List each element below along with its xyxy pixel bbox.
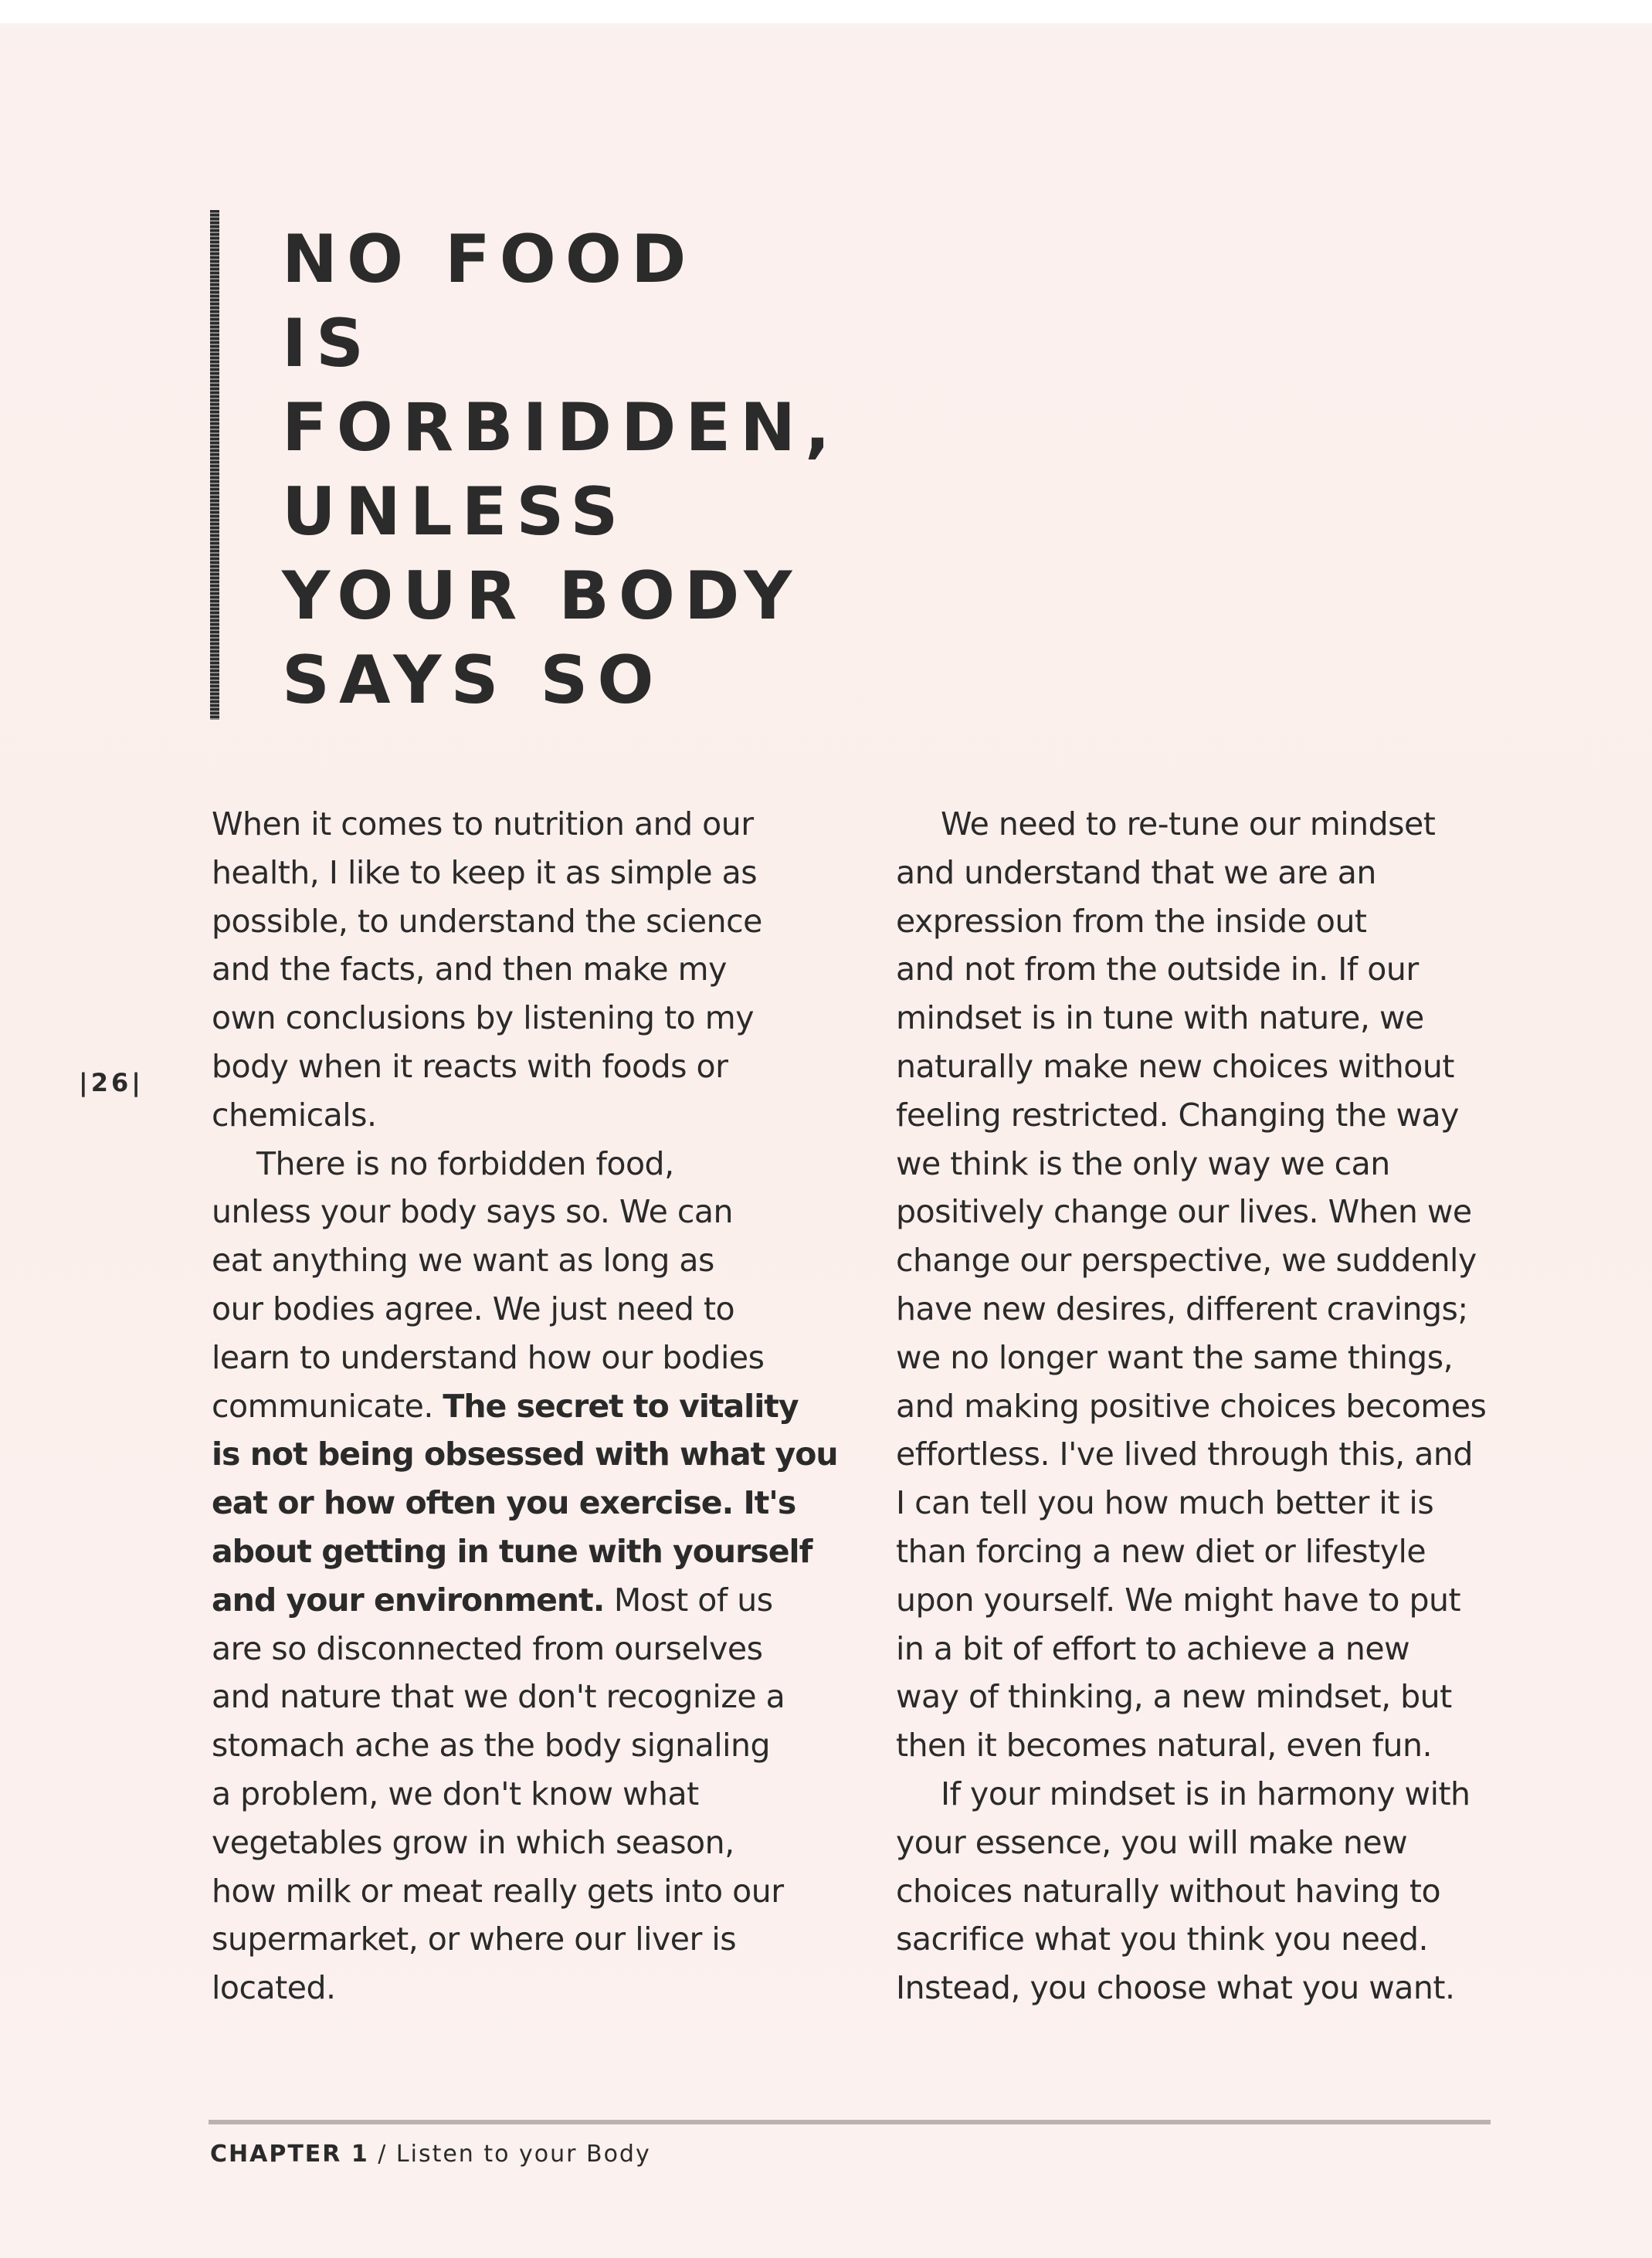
text-line: we think is the only way we can: [896, 1144, 1390, 1182]
text-line: Instead, you choose what you want.: [896, 1969, 1455, 2007]
chapter-heading: [282, 218, 977, 723]
text-line: supermarket, or where our liver is: [212, 1921, 737, 1958]
text-line: feeling restricted. Changing the way: [896, 1096, 1459, 1134]
text-fragment: Most of us: [604, 1581, 773, 1619]
text-line: how milk or meat really gets into our: [212, 1872, 784, 1910]
heading-line: FORBIDDEN,: [282, 389, 840, 466]
emphasis-line: eat or how often you exercise. It's: [212, 1484, 796, 1522]
text-line: and nature that we don't recognize a: [212, 1678, 785, 1716]
text-line: and making positive choices becomes: [896, 1387, 1487, 1425]
text-fragment: communicate.: [212, 1387, 443, 1425]
body-paragraph: [896, 1770, 1498, 2012]
text-line: your essence, you will make new: [896, 1823, 1408, 1861]
text-line: effortless. I've lived through this, and: [896, 1436, 1473, 1473]
heading-line: SAYS SO: [282, 642, 663, 719]
text-line: mindset is in tune with nature, we: [896, 999, 1424, 1037]
body-paragraph: [212, 1140, 838, 2012]
text-line: chemicals.: [212, 1096, 377, 1134]
heading-line: IS: [282, 305, 373, 382]
scan-top-edge: [0, 0, 1652, 23]
page-number: |26|: [79, 1068, 144, 1097]
text-line: than forcing a new diet or lifestyle: [896, 1532, 1426, 1570]
text-line: upon yourself. We might have to put: [896, 1581, 1461, 1619]
text-line: body when it reacts with foods or: [212, 1047, 728, 1085]
text-line: health, I like to keep it as simple as: [212, 853, 758, 891]
text-line: and the facts, and then make my: [212, 951, 727, 988]
body-paragraph: [896, 800, 1498, 1770]
heading-line: UNLESS: [282, 473, 628, 551]
emphasis-line: is not being obsessed with what you: [212, 1436, 838, 1473]
text-line: unless your body says so. We can: [212, 1193, 733, 1231]
text-line: stomach ache as the body signaling: [212, 1727, 771, 1765]
text-line: are so disconnected from ourselves: [212, 1629, 763, 1667]
left-column: [212, 800, 838, 2012]
text-line: vegetables grow in which season,: [212, 1823, 734, 1861]
text-line: we no longer want the same things,: [896, 1338, 1454, 1376]
text-line: learn to understand how our bodies: [212, 1338, 765, 1376]
text-line: and not from the outside in. If our: [896, 951, 1419, 988]
text-line: a problem, we don't know what: [212, 1775, 699, 1812]
text-line: our bodies agree. We just need to: [212, 1290, 735, 1327]
text-line: then it becomes natural, even fun.: [896, 1727, 1433, 1765]
text-line: way of thinking, a new mindset, but: [896, 1678, 1452, 1716]
running-footer: [210, 2141, 651, 2168]
emphasis-line: about getting in tune with yourself: [212, 1532, 812, 1570]
text-line: choices naturally without having to: [896, 1872, 1441, 1910]
text-line: expression from the inside out: [896, 902, 1367, 940]
footer-separator: /: [368, 2141, 396, 2168]
emphasis-text: The secret to vitality: [443, 1387, 799, 1425]
chapter-label: CHAPTER 1: [210, 2141, 369, 2168]
text-line: change our perspective, we suddenly: [896, 1242, 1477, 1280]
heading-line: YOUR BODY: [282, 558, 802, 635]
text-line: eat anything we want as long as: [212, 1242, 714, 1280]
text-line: There is no forbidden food,: [256, 1144, 674, 1182]
text-line: own conclusions by listening to my: [212, 999, 754, 1037]
text-line: [212, 1382, 814, 1431]
heading-accent-bar: [210, 210, 219, 720]
text-line: possible, to understand the science: [212, 902, 762, 940]
chapter-title: Listen to your Body: [395, 2141, 651, 2168]
text-line: in a bit of effort to achieve a new: [896, 1629, 1410, 1667]
text-line: naturally make new choices without: [896, 1047, 1454, 1085]
text-line: When it comes to nutrition and our: [212, 805, 754, 843]
text-line: [212, 1576, 814, 1625]
heading-line: NO FOOD: [282, 221, 696, 298]
text-line: positively change our lives. When we: [896, 1193, 1472, 1231]
footer-divider: [209, 2120, 1491, 2124]
text-line: and understand that we are an: [896, 853, 1376, 891]
emphasis-text: and your environment.: [212, 1581, 605, 1619]
text-line: located.: [212, 1969, 336, 2007]
text-line: I can tell you how much better it is: [896, 1484, 1434, 1522]
text-line: sacrifice what you think you need.: [896, 1921, 1429, 1958]
body-paragraph: [212, 800, 814, 1140]
right-column: [896, 800, 1498, 2012]
text-line: If your mindset is in harmony with: [941, 1775, 1471, 1812]
text-line: We need to re-tune our mindset: [941, 805, 1436, 843]
text-line: have new desires, different cravings;: [896, 1290, 1468, 1327]
